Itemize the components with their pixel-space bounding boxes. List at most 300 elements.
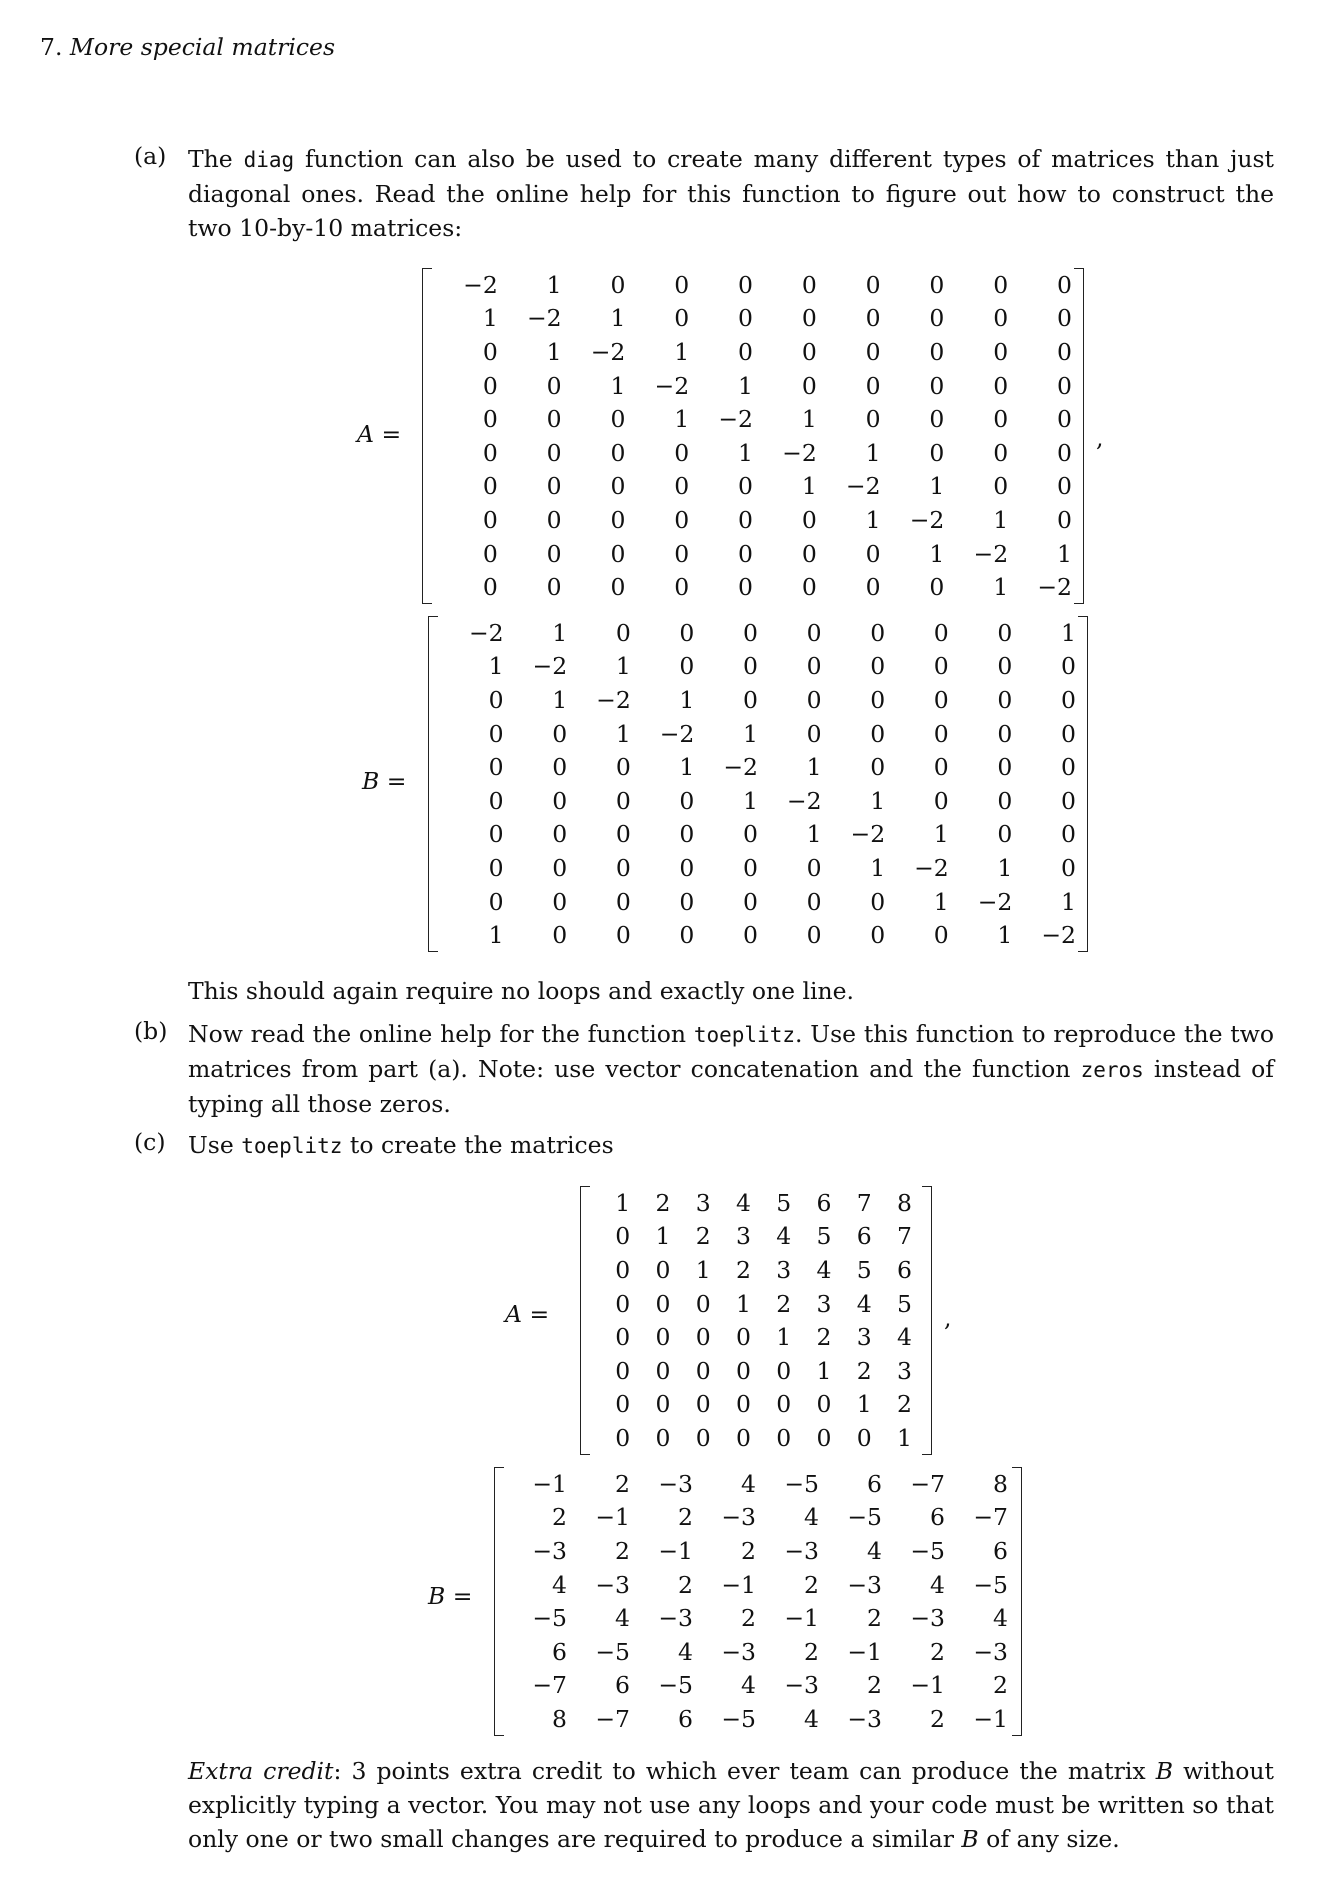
matrix-cell: −2 [977, 887, 1013, 916]
matrix-cell: 0 [865, 270, 881, 299]
matrix-cell: 0 [933, 618, 949, 647]
matrix-cell: 0 [738, 304, 753, 333]
matrix-cell: −3 [973, 1637, 1008, 1666]
matrix-cell: 0 [615, 887, 631, 916]
matrix-cell: −3 [721, 1503, 756, 1532]
matrix-cell: 0 [870, 719, 886, 748]
part-a-label: (a) [134, 142, 167, 170]
matrix-cell: 0 [488, 820, 504, 849]
matrix-cell: 4 [804, 1704, 819, 1733]
matrix-cell: 0 [488, 685, 504, 714]
matrix-cell: 0 [865, 405, 881, 434]
matrix-cell: −2 [654, 371, 690, 400]
matrix-row [434, 335, 1072, 369]
matrix-cell: 4 [736, 1188, 751, 1217]
matrix-cell: 0 [1057, 438, 1072, 467]
left-bracket [428, 616, 438, 952]
matrix-row [590, 1186, 912, 1220]
matrix-cell: 4 [930, 1570, 945, 1599]
matrix-cell: −3 [784, 1536, 819, 1565]
matrix-cell: 0 [743, 685, 758, 714]
matrix-cell: 0 [615, 1323, 631, 1352]
matrix-cell: 0 [552, 887, 568, 916]
part-b-label: (b) [134, 1017, 168, 1045]
matrix-cell: −2 [1041, 921, 1076, 950]
matrix-cell: −3 [784, 1671, 819, 1700]
matrix-c-a-comma: , [944, 1304, 952, 1332]
matrix-cell: 1 [738, 371, 753, 400]
matrix-cell: −1 [910, 1671, 945, 1700]
matrix-cell: −5 [532, 1604, 567, 1633]
matrix-cell: 0 [1057, 505, 1072, 534]
matrix-cell: 0 [736, 1323, 751, 1352]
left-bracket [422, 268, 432, 604]
matrix-cell: −2 [850, 820, 886, 849]
matrix-b-grid [440, 616, 1076, 952]
matrix-cell: 0 [615, 1356, 631, 1385]
matrix-cell: 2 [856, 1356, 872, 1385]
part-c-label: (c) [134, 1128, 166, 1156]
matrix-c-a-grid [590, 1186, 912, 1455]
matrix-cell: 4 [804, 1503, 819, 1532]
matrix-cell: 0 [993, 405, 1009, 434]
matrix-cell: −2 [468, 618, 504, 647]
matrix-cell: −1 [784, 1604, 819, 1633]
matrix-row [590, 1421, 912, 1455]
matrix-cell: 1 [856, 1390, 872, 1419]
matrix-cell: −2 [845, 472, 881, 501]
matrix-cell: 0 [655, 1289, 671, 1318]
matrix-cell: 0 [865, 539, 881, 568]
matrix-cell: 0 [993, 304, 1009, 333]
matrix-cell: 1 [865, 438, 881, 467]
matrix-cell: −2 [526, 304, 562, 333]
matrix-cell: 0 [801, 371, 817, 400]
part-b-paragraph: Now read the online help for the function toeplitz. Use this function to reproduce the two matrices from part (a). Note: use vector concatenation and the function zeros instead of typing all those zeros. [188, 1020, 1274, 1118]
matrix-cell: 0 [679, 853, 695, 882]
matrix-cell: 4 [741, 1671, 756, 1700]
matrix-cell: 0 [615, 1390, 631, 1419]
matrix-cell: 0 [695, 1390, 711, 1419]
section-title: More special matrices [69, 33, 336, 61]
matrix-cell: 1 [1057, 539, 1072, 568]
matrix-cell: 4 [897, 1323, 912, 1352]
matrix-cell: 0 [929, 371, 945, 400]
matrix-cell: 0 [870, 618, 886, 647]
matrix-cell: 3 [736, 1222, 751, 1251]
matrix-cell: 7 [897, 1222, 912, 1251]
matrix-cell: 1 [806, 820, 822, 849]
matrix-cell: 2 [741, 1604, 756, 1633]
extra-credit-label: Extra credit [188, 1757, 334, 1785]
matrix-cell: 0 [655, 1323, 671, 1352]
matrix-cell: 0 [655, 1390, 671, 1419]
matrix-cell: 6 [615, 1671, 630, 1700]
matrix-row [504, 1534, 1008, 1568]
matrix-cell: 0 [738, 505, 753, 534]
matrix-cell: 0 [743, 887, 758, 916]
matrix-cell: 1 [552, 685, 568, 714]
matrix-cell: 0 [743, 820, 758, 849]
matrix-row [434, 470, 1072, 504]
matrix-cell: 0 [801, 539, 817, 568]
matrix-row [434, 570, 1072, 604]
matrix-row [590, 1253, 912, 1287]
matrix-cell: 1 [488, 921, 504, 950]
matrix-cell: 1 [806, 753, 822, 782]
matrix-cell: 2 [552, 1503, 567, 1532]
matrix-cell: −5 [910, 1536, 945, 1565]
matrix-cell: 0 [546, 505, 562, 534]
matrix-cell: 0 [674, 304, 690, 333]
matrix-cell: 0 [806, 719, 822, 748]
matrix-cell: 1 [488, 652, 504, 681]
matrix-row [440, 851, 1076, 885]
matrix-cell: 0 [929, 438, 945, 467]
matrix-cell: 0 [997, 618, 1013, 647]
matrix-cell: 0 [776, 1356, 792, 1385]
matrix-cell: −3 [847, 1570, 882, 1599]
matrix-cell: 0 [552, 853, 568, 882]
matrix-cell: 0 [552, 719, 568, 748]
matrix-cell: 4 [816, 1255, 832, 1284]
right-bracket [1078, 616, 1088, 952]
matrix-cell: 0 [482, 539, 498, 568]
matrix-cell: 0 [615, 753, 631, 782]
matrix-cell: 5 [856, 1255, 872, 1284]
matrix-cell: 0 [655, 1255, 671, 1284]
matrix-cell: 3 [776, 1255, 792, 1284]
matrix-cell: 1 [870, 786, 886, 815]
matrix-cell: 1 [679, 753, 695, 782]
matrix-cell: 0 [806, 685, 822, 714]
matrix-row [434, 402, 1072, 436]
section-header [40, 30, 335, 64]
matrix-cell: 0 [929, 270, 945, 299]
matrix-row [590, 1220, 912, 1254]
matrix-row [504, 1568, 1008, 1602]
matrix-cell: 1 [552, 618, 568, 647]
matrix-cell: 0 [801, 337, 817, 366]
matrix-cell: 4 [856, 1289, 872, 1318]
matrix-cell: 0 [610, 405, 626, 434]
matrix-cell: 0 [993, 270, 1009, 299]
matrix-cell: 0 [1061, 719, 1076, 748]
matrix-cell: 4 [741, 1469, 756, 1498]
matrix-cell: 0 [997, 685, 1013, 714]
matrix-cell: 0 [482, 472, 498, 501]
matrix-row [590, 1388, 912, 1422]
matrix-cell: 0 [695, 1289, 711, 1318]
matrix-cell: 1 [674, 405, 690, 434]
matrix-cell: 3 [897, 1356, 912, 1385]
matrix-cell: 0 [865, 371, 881, 400]
matrix-cell: 1 [482, 304, 498, 333]
matrix-cell: 1 [776, 1323, 792, 1352]
matrix-cell: 4 [867, 1536, 882, 1565]
matrix-cell: 1 [933, 820, 949, 849]
matrix-cell: 0 [801, 270, 817, 299]
matrix-b-10x10 [428, 616, 1088, 952]
matrix-cell: 0 [933, 921, 949, 950]
matrix-cell: 0 [1057, 472, 1072, 501]
matrix-cell: 1 [738, 438, 753, 467]
matrix-cell: 0 [615, 1222, 631, 1251]
matrix-c-a-8x8 [580, 1186, 932, 1455]
matrix-cell: 0 [806, 887, 822, 916]
matrix-cell: 0 [997, 652, 1013, 681]
matrix-cell: 0 [679, 921, 695, 950]
matrix-cell: 5 [897, 1289, 912, 1318]
matrix-cell: −2 [914, 853, 949, 882]
matrix-cell: 0 [776, 1423, 792, 1452]
matrix-cell: 6 [856, 1222, 872, 1251]
matrix-cell: 0 [674, 505, 690, 534]
matrix-c-b-8x8 [494, 1467, 1022, 1736]
matrix-row [504, 1635, 1008, 1669]
matrix-cell: −2 [1037, 573, 1072, 602]
matrix-row [440, 650, 1076, 684]
matrix-cell: −2 [786, 786, 822, 815]
matrix-cell: 0 [615, 1423, 631, 1452]
matrix-cell: 1 [929, 472, 945, 501]
matrix-cell: −3 [658, 1604, 693, 1633]
matrix-cell: 0 [993, 438, 1009, 467]
matrix-cell: 0 [997, 786, 1013, 815]
matrix-cell: 0 [806, 853, 822, 882]
matrix-cell: 1 [897, 1423, 912, 1452]
matrix-cell: 0 [806, 652, 822, 681]
matrix-cell: 0 [738, 539, 753, 568]
matrix-cell: 0 [546, 405, 562, 434]
matrix-cell: 0 [997, 719, 1013, 748]
matrix-cell: 4 [993, 1604, 1008, 1633]
matrix-cell: 0 [1061, 786, 1076, 815]
matrix-cell: −5 [721, 1704, 756, 1733]
matrix-row [504, 1669, 1008, 1703]
matrix-cell: 0 [743, 921, 758, 950]
matrix-cell: −1 [595, 1503, 630, 1532]
matrix-cell: 0 [482, 371, 498, 400]
matrix-cell: 0 [546, 472, 562, 501]
right-bracket [922, 1186, 932, 1455]
matrix-cell: −7 [973, 1503, 1008, 1532]
matrix-cell: 0 [488, 753, 504, 782]
matrix-cell: 0 [488, 853, 504, 882]
matrix-cell: 3 [695, 1188, 711, 1217]
matrix-row [590, 1320, 912, 1354]
matrix-cell: 1 [933, 887, 949, 916]
matrix-cell: 0 [679, 887, 695, 916]
matrix-cell: −3 [658, 1469, 693, 1498]
toeplitz-code: toeplitz [241, 1134, 343, 1158]
matrix-cell: 0 [674, 539, 690, 568]
matrix-cell: 1 [1061, 887, 1076, 916]
matrix-cell: 1 [695, 1255, 711, 1284]
matrix-cell: 1 [615, 719, 631, 748]
matrix-cell: 1 [655, 1222, 671, 1251]
matrix-cell: 2 [993, 1671, 1008, 1700]
matrix-cell: −7 [910, 1469, 945, 1498]
right-bracket [1012, 1467, 1022, 1736]
matrix-row [434, 537, 1072, 571]
matrix-b-label: B = [362, 767, 407, 795]
matrix-cell: 0 [743, 652, 758, 681]
matrix-cell: 0 [1061, 685, 1076, 714]
matrix-cell: 1 [546, 270, 562, 299]
matrix-row [434, 302, 1072, 336]
matrix-cell: 0 [610, 270, 626, 299]
matrix-row [434, 268, 1072, 302]
matrix-cell: 0 [615, 786, 631, 815]
matrix-cell: 0 [997, 753, 1013, 782]
matrix-cell: 0 [1061, 753, 1076, 782]
matrix-cell: 0 [488, 719, 504, 748]
matrix-cell: 8 [897, 1188, 912, 1217]
matrix-cell: −5 [784, 1469, 819, 1498]
matrix-cell: 0 [933, 786, 949, 815]
matrix-cell: 0 [615, 921, 631, 950]
matrix-row [434, 436, 1072, 470]
matrix-row [440, 918, 1076, 952]
matrix-cell: 4 [552, 1570, 567, 1599]
matrix-cell: 3 [856, 1323, 872, 1352]
matrix-cell: 0 [679, 652, 695, 681]
matrix-row [590, 1354, 912, 1388]
matrix-cell: 0 [933, 685, 949, 714]
matrix-cell: 0 [1061, 853, 1076, 882]
diag-code: diag [243, 148, 295, 172]
matrix-cell: 0 [610, 438, 626, 467]
matrix-cell: 1 [743, 719, 758, 748]
matrix-cell: 0 [933, 652, 949, 681]
matrix-row [440, 717, 1076, 751]
matrix-cell: 0 [1057, 371, 1072, 400]
matrix-cell: 0 [695, 1356, 711, 1385]
matrix-cell: 0 [546, 371, 562, 400]
matrix-cell: 1 [610, 371, 626, 400]
matrix-cell: 0 [736, 1423, 751, 1452]
matrix-cell: −2 [596, 685, 631, 714]
matrix-row [504, 1702, 1008, 1736]
matrix-cell: 0 [856, 1423, 872, 1452]
matrix-cell: 0 [816, 1390, 832, 1419]
matrix-cell: 0 [806, 921, 822, 950]
matrix-c-b-label: B = [428, 1582, 473, 1610]
matrix-a-label: A = [357, 420, 402, 448]
matrix-row [440, 683, 1076, 717]
matrix-cell: 6 [816, 1188, 832, 1217]
matrix-cell: 0 [655, 1356, 671, 1385]
matrix-cell: 6 [993, 1536, 1008, 1565]
matrix-cell: 2 [930, 1704, 945, 1733]
matrix-cell: 2 [867, 1671, 882, 1700]
matrix-cell: −2 [973, 539, 1009, 568]
matrix-cell: 1 [615, 1188, 631, 1217]
matrix-cell: 0 [615, 1289, 631, 1318]
matrix-cell: 8 [552, 1704, 567, 1733]
matrix-cell: 2 [615, 1469, 630, 1498]
matrix-row [504, 1501, 1008, 1535]
matrix-cell: 0 [552, 820, 568, 849]
matrix-cell: 0 [743, 853, 758, 882]
matrix-cell: 0 [679, 786, 695, 815]
matrix-row [440, 784, 1076, 818]
matrix-cell: −5 [658, 1671, 693, 1700]
matrix-cell: −2 [723, 753, 758, 782]
matrix-cell: 6 [930, 1503, 945, 1532]
matrix-cell: 2 [678, 1570, 693, 1599]
matrix-cell: 1 [997, 853, 1013, 882]
matrix-cell: 1 [929, 539, 945, 568]
matrix-cell: 0 [929, 337, 945, 366]
matrix-cell: 0 [865, 304, 881, 333]
matrix-cell: 0 [870, 685, 886, 714]
matrix-cell: −2 [659, 719, 695, 748]
matrix-cell: 0 [865, 573, 881, 602]
matrix-cell: 0 [1057, 405, 1072, 434]
matrix-cell: 6 [552, 1637, 567, 1666]
matrix-cell: 0 [610, 573, 626, 602]
matrix-cell: 0 [738, 573, 753, 602]
matrix-cell: 0 [679, 618, 695, 647]
matrix-cell: 0 [997, 820, 1013, 849]
matrix-cell: 0 [674, 472, 690, 501]
matrix-cell: 0 [776, 1390, 792, 1419]
matrix-cell: −3 [532, 1536, 567, 1565]
matrix-cell: 0 [615, 1255, 631, 1284]
matrix-cell: −1 [973, 1704, 1008, 1733]
matrix-row [590, 1287, 912, 1321]
matrix-cell: −3 [721, 1637, 756, 1666]
matrix-cell: 0 [552, 921, 568, 950]
matrix-cell: 2 [816, 1323, 832, 1352]
matrix-cell: 0 [482, 505, 498, 534]
matrix-row [434, 503, 1072, 537]
matrix-cell: 0 [482, 405, 498, 434]
matrix-cell: −3 [595, 1570, 630, 1599]
matrix-cell: 0 [546, 573, 562, 602]
matrix-cell: 0 [552, 753, 568, 782]
matrix-cell: 0 [870, 921, 886, 950]
matrix-a-grid [434, 268, 1072, 604]
matrix-cell: 0 [695, 1323, 711, 1352]
matrix-cell: 0 [801, 304, 817, 333]
matrix-cell: 0 [610, 539, 626, 568]
matrix-cell: 4 [678, 1637, 693, 1666]
matrix-cell: 0 [743, 618, 758, 647]
matrix-cell: 1 [1061, 618, 1076, 647]
matrix-row [434, 369, 1072, 403]
matrix-cell: 0 [488, 786, 504, 815]
matrix-cell: 0 [738, 337, 753, 366]
matrix-cell: −5 [847, 1503, 882, 1532]
matrix-cell: 0 [993, 472, 1009, 501]
matrix-cell: −2 [718, 405, 753, 434]
matrix-cell: 1 [816, 1356, 832, 1385]
matrix-cell: 0 [993, 337, 1009, 366]
matrix-cell: 0 [736, 1356, 751, 1385]
matrix-cell: 1 [743, 786, 758, 815]
matrix-cell: 1 [801, 472, 817, 501]
matrix-cell: 0 [933, 719, 949, 748]
matrix-cell: 0 [1057, 337, 1072, 366]
matrix-cell: 2 [804, 1637, 819, 1666]
matrix-cell: 0 [738, 472, 753, 501]
matrix-cell: 1 [993, 573, 1009, 602]
matrix-cell: 2 [930, 1637, 945, 1666]
matrix-cell: −5 [973, 1570, 1008, 1599]
